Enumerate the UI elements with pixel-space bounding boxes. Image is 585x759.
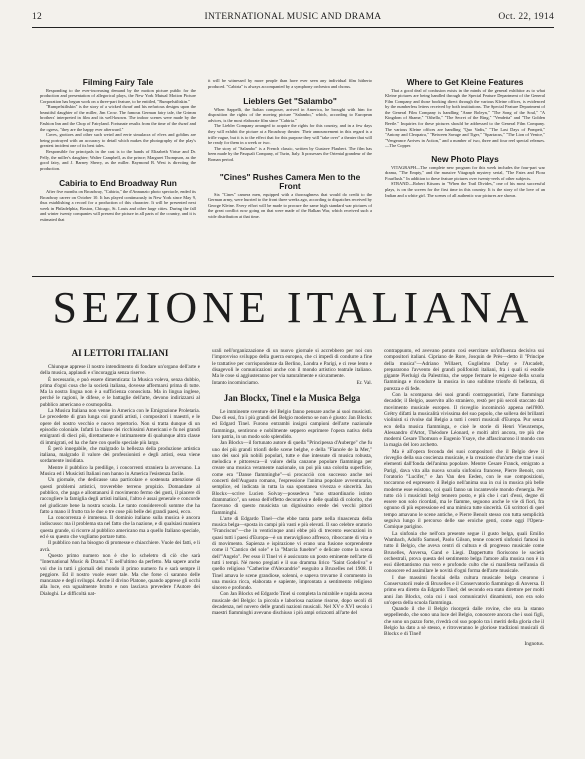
article-paragraph: Caves, grottoes and other such weird and eerie simulacra of elves and goblins are being portrayed with an accuracy to detail which makes the photography of the play's greatest incident one of its best tales. xyxy=(40,132,196,149)
article-paragraph: Con Jan Blockx ed Edgardo Tinel si completa la mirabile e rapida ascesa musicale del Belgio: la piccola e laboriosa nazione risorse, dopo secoli di decadenza, nel novero delle grandi nazioni musicali. Nel XV e XVI secolo i maestri fiamminghi avevano dischiuso i più ampi orizzonti all'arte del xyxy=(212,591,372,617)
article-paragraph: Six "Cines" camera men, equipped with a thoroughness that would do credit to the German army, were hurried to the front three weeks ago, according to dispatches received by George Kleine. Every effort will be made to procure the same high standard war pictures of the great conflict now going on that were made of the Balkan War, which received such a wide distribution at that time. xyxy=(208,191,372,219)
article-paragraph: Jan Blockx—il fortunato autore di quella "Principessa d'Auberge" che fu uno dei più grandi trionfi delle scene belghe, e della "Fiancée de la Mer," uno dei suoi più nobili popolari, tutte e due intessute di musica robusta, melodica e pittoresca—il valore della canzone popolare fiamminga per creare una musica veramente nazionale, un poi più una colorita superficie, come era "Danse flamminghe"—si procacciò con successo anche nei concerti dell'Augusto romano, l'espressione l'anima popolare avventuraria, semplice, ed indicata in tutta la sua spontanea vivezza e sincerità. Jan Blockx—scrive Lucien Solvay—possedeva "uno straordinario istinto drammatico", un senso dell'effetto decorativo e delle qualità di colorito, che facevano di questo musicista un dignissimo erede dei vecchi pittori fiamminghi. xyxy=(212,440,372,516)
article-heading: Cabiria to End Broadway Run xyxy=(59,178,177,189)
article-heading: Where to Get Kleine Features xyxy=(406,77,524,87)
header-rule xyxy=(32,27,554,28)
italian-column-2 xyxy=(212,348,372,617)
section-title: SEZIONE ITALIANA xyxy=(52,283,534,332)
article-paragraph: Responsible for principals in the cast is to the hands of Elizabeth Virtue and Dr. Pelly, the miller's daughter; Walter Campbell, as the prince; Margaret Thompson, as the good fairy, and J. Barney Sherry, as the miller. Raymond B. West is directing the production. xyxy=(40,149,196,171)
article-heading: New Photo Plays xyxy=(431,154,499,165)
article-paragraph: Con la scomparsa dei suoi grandi contrappuntisti, l'arte fiamminga decadde; il Belgio, asservito allo straniero, restò per più secoli staccato dal movimento musicale europeo. Il risveglio incominciò appena nell'800. Grétry difatti la musicalità vivissima del suo popolo, che solleva dei brillanti violinisti si rivolse dal Belgio a tutti i centri musicali d'Europa. Pur senza eco della musica fiamminga, e cioè le storie di Henri Vieuxtemps, Alessandro d'Artot, Théodore Léonard, e molti altri ancora, tre più che moderni Cesare Thomson e Eugenio Ysaye, che affascinarono il mondo con la magia del loro archetto. xyxy=(384,392,544,449)
article-heading: Filming Fairy Tale xyxy=(82,77,154,87)
italian-column-3 xyxy=(384,348,544,647)
article-heading: "Cines" Rushes Camera Men to the Front xyxy=(219,171,361,192)
article-paragraph: Questo primo numero non è che lo scheletro di ciò che sarà "International Music & Drama." E nell'ultimo da perfetto. Ma sapere anche voi che in tutti i giornali del mondo il primo numero fu e sarà sempre il peggiore. Ed il nostro vuole esser tale. Ma che forse ci saranno delle mancanze e degli sviluppi. Anche il divino Platone, quando apprese gli occhi alla luce, era ugualmente brutto e non lasciava prevedere l'Autore dei Dialoghi. Le difficoltà nat- xyxy=(40,552,200,597)
article-paragraph: When Sappelli, the Italian composer, arrived in America, he brought with him for disposition the rights of the moving picture "Salambo," which, according to European advices, is the most elaborate film since "Cabiria." xyxy=(208,106,372,123)
article-paragraph: La concorrenza è immensa. Il dominio italiano sulla musica è ancora indiscusso: ma il problema sta nel fatto che la nazione, e di qualsiasi maniera questa grande, si ricorre al pubblico americano ma a quello Italiano speciale, ed è su questo che vogliamo portare tutto. xyxy=(40,515,200,541)
page-header xyxy=(32,12,554,24)
article-heading: Lieblers Get "Salambo" xyxy=(243,96,337,107)
article-paragraph: Mentre il pubblico la predilige, i concorrenti straniera la avversano. La Musica ed i Musicisti Italiani non hanno in America l'esistenza facile. xyxy=(40,464,200,478)
article-paragraph: Il pubblico non ha bisogno di promesse e chiacchiere. Vuole dei fatti, e li avrà. xyxy=(40,540,200,553)
top-column-2 xyxy=(208,78,372,220)
author-signature: Ingnotus. xyxy=(524,640,544,647)
article-paragraph: "Rumpelstiltskin" is the story of a wicked dwarf and his nefarious designs upon the beautiful daughter of the miller, Jim Crow. The famous German fairy tale, the Grimm brothers' interpreted in film and its well-known. The indoor scenes were made by the Fashion Inn and the Chop of Fairyland. Fortunate results from the time of the dwarf and the ogress, "they are the happy ever afterward." xyxy=(40,104,196,132)
signature-row xyxy=(212,380,372,386)
issue-date: Oct. 22, 1914 xyxy=(498,12,554,22)
top-column-1 xyxy=(40,78,196,222)
article-paragraph: La sinfonia che nell'ora presente segue il gusto belga, quali Emilio Wambach, Adolfo Samuel, Paolo Gilson, tenne concerti sinfonici famosi in tutto il Belgio, che aveva centri di cultura e di progresso musicale come Bruxelles, Anversa, Gand e Liegi. Dappertutto fioriscono le società orchestrali, prova questa del sentimento belga l'amore alla musica non è in essi dilettantismo ma vero e profondo culto che si manifesta nell'ansia di conoscere ed assimilare le novità d'ogni forma dell'arte musicale. xyxy=(384,530,544,575)
article-paragraph: STRAND—Robert Kitsons in "When the Trail Divides," one of his most successful plays, is on the screen for the first time in this country. It is the story of the love of an Indian and a white girl. The scenes of all authentic war pictures are shown. xyxy=(385,181,545,198)
article-paragraph: È necessario, e può essere dimenticata: la Musica voleva, senza dubbio, prima d'ogni cosa che la società italiana, dovesse affermarsi prima di tutte. Ma la nostra lingua non è a sufficienza conosciuta. Ma in lingua inglese, perché le ragioni, le difese, e le battaglie dell'arte, devono indirizzarsi al pubblico americano e cosmopolita. xyxy=(40,376,200,408)
article-paragraph: The story of "Salambo" is a French classic, written by Gustave Flaubert. The film has been made by the Pasquali Company, of Turin, Italy. It possesses the Oriental grandeur of the Roman period. xyxy=(208,145,372,163)
closing-line: Intanto incominciamo. xyxy=(212,380,259,387)
article-paragraph: The Liebler Company arranged to acquire the rights for this country, and in a few days they will exhibit the picture at a Broadway theater. Their announcement in this regard is a trifle vague, but it is to the effect that for this purpose they will "take over" a theater that will be ready for them in a week or two. xyxy=(208,123,372,146)
page-number: 12 xyxy=(32,12,43,22)
article-paragraph: Le imminente sventure del Belgio fanno pensare anche ai suoi musicisti. Due di essi, fra i più grandi del Belgio moderno se non è giusto: Jan Blockx ed Edgard Tinel. Furono entrambi insigni campioni dell'arte nazionale fiamminga, sentirono e nobilmente seppero esprimere l'opera nativa della loro patria, in un modo solo splendido. xyxy=(212,408,372,440)
italian-column-1 xyxy=(40,348,200,597)
article-heading: AI LETTORI ITALIANI xyxy=(71,348,169,358)
article-paragraph: After five months on Broadway, "Cabiria," the d'Annunzio photo spectacle, ended its Broadway career on October 10. It has played continuously in New York since May 9, thus establishing a record for a production of this character. It will be presented next week in Philadelphia, Boston, Chicago, St. Louis and other large cities. During the fall and winter twenty companies will present the picture in all parts of the country, and it is estimated that xyxy=(40,188,196,222)
article-paragraph: it will be witnessed by more people than have ever seen any individual film hitherto produced. "Cabiria" is always accompanied by a symphony orchestra and chorus. xyxy=(208,78,372,89)
article-paragraph: VITAGRAPH—The complete new program for this week includes the four-part war drama, "The Empty," and the massive Vitagraph mystery serial, "The Fates and Flora Fourflush." In addition to these feature pictures over twenty-reels of other subjects. xyxy=(385,164,545,181)
article-paragraph: Un giornale, che dedicasse una particolare e sostenuta attenzione di questi problemi artistici, troverebbe terreno propizio. Domandate al pubblico, che paga e allontanarsi il movimento fermo dei gusti, il piacere di raccogliere la famiglia degli artisti italiani, l'altro è assai generale e concorde nel giudicare bene la nostra scuola. Le tanto considerevoli somme che ha fatto a mano il frutto tra le due o tre cose più belle dei grandi paesi, ecco. xyxy=(40,477,200,515)
article-paragraph: La Musica Italiana non venne in America con le Emigrazione Proletaria. Le precedette di gran lunga coi grandi artisti, i compositori i maestri, e le opere del nostro vecchio e nuovo repertorio. Non si tratta dunque di un episodio coloniale. Infatti la classe dei ricchissimi Americani e fu nei grandi emigranti di dieci più, direttamente e intimamente di qualunque altra classe di immigrati, ed ha che fare con quello speciale più largo. xyxy=(40,408,200,446)
article-paragraph: Ma è all'opera feconda dei suoi compositori che il Belgio deve il risveglio della sua coscienza musicale, e la creazione d'un'arte che trae i suoi elementi dall'fonda dell'anima popolare. Mentre Cesare Franck, emigrato a Parigi, dava vita alla nuova scuola sinfonica francese, Pierre Benoit, con l'oratorio "Lucifer," e Jan Van den Eeden, con le sue composizioni, toccarono ed espressero il Belgio nell'anima sua in cui in musica più belle moderne esse esistono, coi quali fanno un incantevole mondo d'energia. Per tutto ciò i musicisti belgi tennero posto, e più che i cari d'essi, degne di essere non solo ricordati, ma le fiamme, seguono anche le vie di fiori, fra ognuno di più espressione ed una mimica tutte sincerità. Gli scrittori di quel tempo amavano le scene antiche, e Pierre Benoit stesso con tutta semplicità seguiva lungo il percorso delle sue eroiche genti, come oggi l'Opera-Comique parigino. xyxy=(384,448,544,531)
top-column-3 xyxy=(385,78,545,198)
section-rule xyxy=(32,276,554,277)
article-paragraph: Quando il che il Belgio risorgerà dalle rovine, che ora la stanno seppellendo, che sono una luce del Belgio, conoscere ancora che i suoi figli, che sono un pazzo forte, rivedrà col suo popolo tra i meriti della gloria che il Belgio ha dato a sè stesso, e ritroveranno le gloriose tradizioni musicali di Blockx e di Tinel! xyxy=(384,606,544,638)
article-paragraph: Chiunque apprese il nostro intendimento di fondare un'organo dell'arte e della musica, applaudì e s'incoraggia senza riserve. xyxy=(40,364,200,377)
author-signature: Er. Val. xyxy=(356,380,372,387)
article-paragraph: That a good deal of confusion exists in the minds of the general exhibitor as to what Kleine pictures are being handled through the Special Feature Department of the General Film Company and those booking direct through the various Kleine offices, is evidenced by the numberless letters received by both institutions. The Special Feature Department of the General Film Company is handling "Anne Boleyn," "The Song of the Soul," "A Kingdom of Shame," "Othello," "The Secret of the Ring," "Vendetta" and "The Golden Beetle." Inquiries for these pictures should be addressed to the General Film Company. The various Kleine offices are handling "Quo Vadis," "The Last Days of Pompeii," "Antony and Cleopatra," "Between Savage and Tiger," "Spartacus," "The Lion of Venice," "Vengeance Arrives in Action," and a number of two, three and four reel special releases.—The Copper. xyxy=(385,87,545,149)
article-paragraph: urali nell'organizzazione di un nuovo giornale si accrebbero per noi con l'improvviso sviluppo della guerra europea, che ci impedì di condurre a fine le trattative per corrispondenze da Berlino, Londra e Parigi, e ci rese lento e disagevoli le comunicazioni anche con il mondo artistico teatrale italiano. Ma le cose si aggiusteranno per via naturalmente e sicuramente. xyxy=(212,348,372,380)
publication-title: INTERNATIONAL MUSIC AND DRAMA xyxy=(204,12,382,22)
article-paragraph: L'arte di Edgardo Tinel—che ebbe tanta parte nella rinascenza della musica belga—sposta in campi più vasti e più elevati. Il suo celebre oratorio "Franciscus"—che in venticinque anni ebbe più di trecento esecuzioni in quasi tutti i paesi d'Europa—è un meraviglioso affresco, riboccante di vita e di movimento. Sapienza e ispirazione vi erano una fusione sorprendente come il "Cantico del sole" e la "Marcia funebre" e delicate come la scena dell'"Angelo". Per esso il Tinel vi è assicurato un posto eminente nell'arte di tutti i tempi. Né meno pregiati e il suo dramma lirico "Saint Godeliva" e quello religioso "Catherine d'Alexandrie" eseguito a Bruxelles nel 1908. Il Tinel amava le scene grandiose, solenni, e sapeva trovarne il commento in una musica ricca, elaborata e sapiente, improntata a sentimento religioso sincero e profondo. xyxy=(212,515,372,592)
article-paragraph: I due massimi focolai della cultura musicale belga crearono i Conservatorii reale di Bruxelles e il Conservatorio fiammingo di Anversa. Il primo era diretto da Edgardo Tinel; del secondo era stato direttore per molti anni Jan Blockx, cola cui i suoi comunicativi dinamismi, non era solo un'opera della scuola fiamminga. xyxy=(384,574,544,606)
article-paragraph: Responding to the ever-increasing demand by the motion picture public for the production and presentation of allegorical plays, the New York Mutual Motion Picture Corporation has begun work on a three-part feature, to be entitled, "Rumpelstiltskin." xyxy=(40,87,196,104)
article-paragraph: È però innegabile, che malgrado la bellezza della produzione artistica italiana, malgrado il valore dei professionisti e degli artisti, essa viene sordamente insidiata. xyxy=(40,445,200,465)
article-heading: Jan Blockx, Tinel e la Musica Belga xyxy=(223,392,361,403)
article-paragraph: contrappunto, ed avevano potuto così esercitare un'influenza decisiva sui compositori italiani. Cipriano de Rore, Josquin de Près—detto il "Principe della musica"—Adriano Willaert, Guglielmo Dufay e l'Arcadelt, prepararono l'avvento dei grandi polifonisti italiani, fra i quali si estolle gigante Pierluigi da Palestrina, che seppe fermare le esigenze della scuola fiamminga e ricondurre la musica in uno sublime trionfo di bellezza, di purezza e di fede. xyxy=(384,348,544,392)
